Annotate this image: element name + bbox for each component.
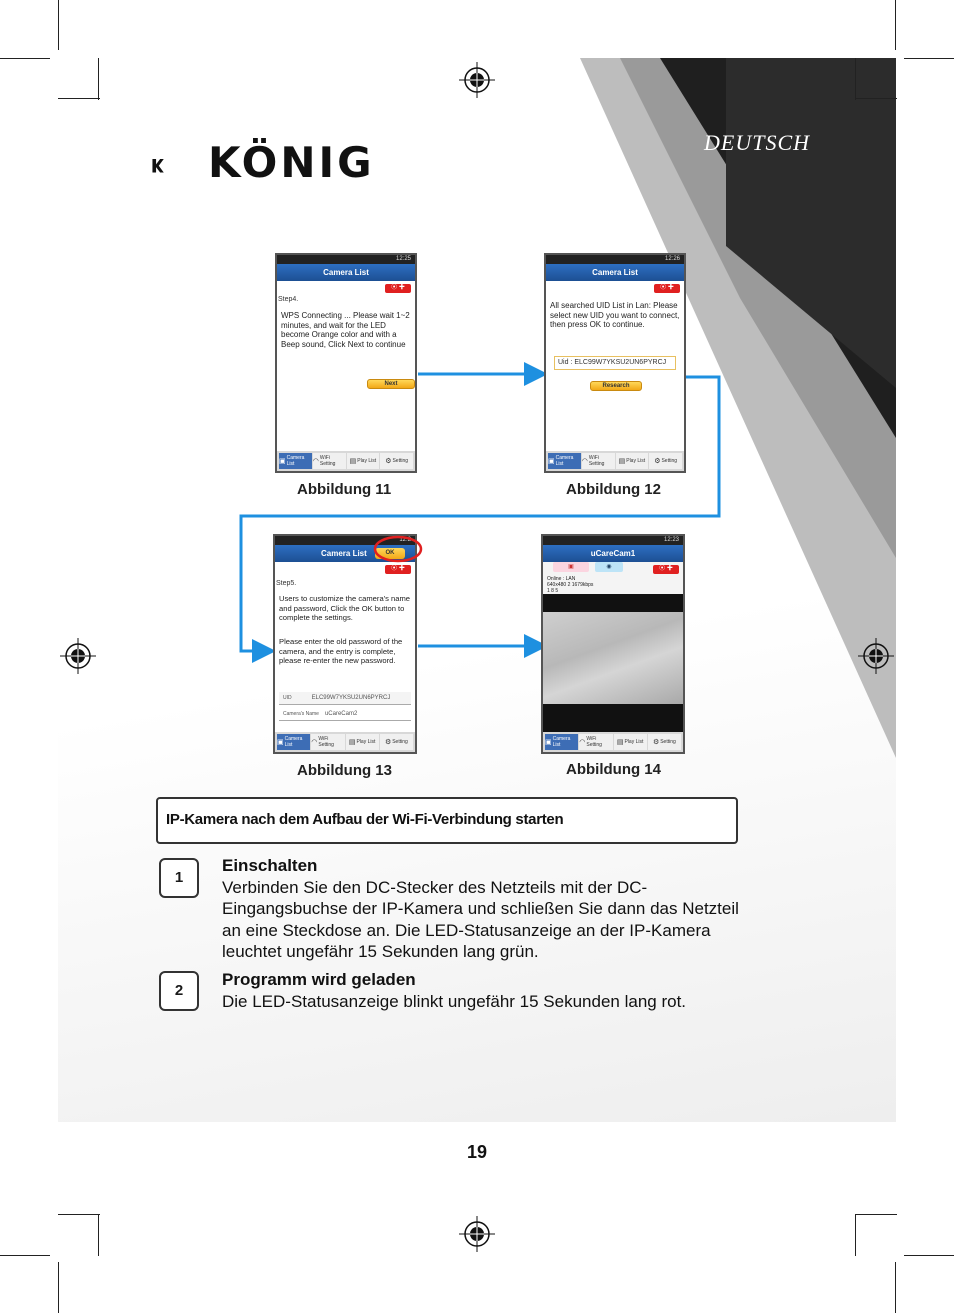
section-header-box: [156, 797, 738, 844]
section-title: IP-Kamera nach dem Aufbau der Wi-Fi-Verbindung starten: [166, 811, 564, 828]
registration-mark-icon: [459, 1216, 495, 1252]
tab-bar: [275, 732, 415, 752]
stream-info: Online : LAN: [547, 576, 576, 582]
step-body: Verbinden Sie den DC-Stecker des Netzteils mit der DC-Eingangsbuchse der IP-Kamera und schließen Sie dann das Netzteil an eine Steckdose an. Die LED-Statusanzeige an der IP-Kamera leuchtet ungefähr 15 Sekunden lang grün.: [222, 878, 739, 961]
ok-button[interactable]: OK: [375, 548, 405, 559]
tab-bar: [543, 732, 683, 752]
step-heading: Programm wird geladen: [222, 970, 416, 989]
tab-play-list[interactable]: ▤ Play List: [346, 734, 379, 750]
instruction-text: All searched UID List in Lan: Please select new UID you want to connect, then press OK to continue.: [550, 301, 680, 329]
figure-caption: Abbildung 12: [566, 481, 661, 498]
crop-mark: [895, 1262, 896, 1313]
tab-wifi-setting[interactable]: ◠ WiFi Setting: [313, 453, 346, 469]
uid-list-item[interactable]: Uid : ELC99W7YKSU2UN6PYRCJ: [554, 356, 676, 370]
wifi-icon: ◠: [311, 739, 318, 746]
gear-icon: ⚙: [652, 739, 660, 746]
konig-logo-icon: [152, 135, 204, 197]
camera-icon: ▣: [277, 739, 284, 746]
uid-field: UID ELC99W7YKSU2UN6PYRCJ: [279, 692, 411, 705]
tab-setting[interactable]: ⚙ Setting: [649, 453, 682, 469]
status-bar: 12:2: [275, 536, 415, 545]
gear-icon: ⚙: [385, 458, 392, 465]
crop-mark: [58, 0, 59, 50]
crop-mark: [855, 98, 897, 99]
crop-mark: [0, 1255, 50, 1256]
camera-icon: ▣: [545, 739, 552, 746]
tab-bar: [546, 451, 684, 471]
phone-screenshot-12: [544, 253, 686, 473]
screen-content: [275, 562, 415, 732]
screen-title: Camera List OK: [275, 545, 415, 562]
stream-info: 640x480 2 1679kbps: [547, 582, 594, 588]
phone-screenshot-11: [275, 253, 417, 473]
camera-live-view[interactable]: [543, 594, 683, 732]
figure-caption: Abbildung 13: [297, 762, 392, 779]
language-label: DEUTSCH: [704, 130, 811, 155]
tab-camera-list[interactable]: ▣ Camera List: [277, 734, 310, 750]
camera-add-icon[interactable]: ⦿ ✚: [385, 284, 411, 293]
tab-bar: [277, 451, 415, 471]
camera-name-field[interactable]: Camera's Name uCareCam2: [279, 708, 411, 721]
tab-wifi-setting[interactable]: ◠ WiFi Setting: [582, 453, 615, 469]
crop-mark: [895, 0, 896, 50]
crop-mark: [0, 58, 50, 59]
brand-name: KÖNIG: [208, 138, 375, 187]
tab-play-list[interactable]: ▤ Play List: [614, 734, 647, 750]
tab-wifi-setting[interactable]: ◠ WiFi Setting: [311, 734, 344, 750]
crop-mark: [904, 58, 954, 59]
crop-mark: [855, 1214, 856, 1256]
status-bar: 12:23: [543, 536, 683, 545]
camera-add-icon[interactable]: ⦿ ✚: [653, 565, 679, 574]
figure-caption: Abbildung 14: [566, 761, 661, 778]
wifi-icon: ◠: [579, 739, 586, 746]
crop-mark: [904, 1255, 954, 1256]
play-list-icon: ▤: [618, 458, 626, 465]
page-number: 19: [466, 1142, 488, 1162]
tab-setting[interactable]: ⚙ Setting: [648, 734, 681, 750]
play-list-icon: ▤: [349, 458, 357, 465]
tab-play-list[interactable]: ▤ Play List: [347, 453, 380, 469]
camera-add-icon[interactable]: ⦿ ✚: [385, 565, 411, 574]
crop-mark: [58, 1214, 100, 1215]
screen-title: Camera List: [546, 264, 684, 281]
tab-camera-list[interactable]: ▣ Camera List: [545, 734, 578, 750]
registration-mark-icon: [858, 638, 894, 674]
tab-setting[interactable]: ⚙ Setting: [380, 734, 413, 750]
crop-mark: [98, 1214, 99, 1256]
crop-mark: [855, 1214, 897, 1215]
next-button[interactable]: Next: [367, 379, 415, 389]
snapshot-icon[interactable]: ▣: [553, 562, 589, 572]
crop-mark: [98, 58, 99, 100]
play-list-icon: ▤: [616, 739, 624, 746]
screen-content: [277, 281, 415, 451]
screen-title: uCareCam1: [543, 545, 683, 562]
screen-title: Camera List: [277, 264, 415, 281]
registration-mark-icon: [459, 62, 495, 98]
step-label: Step5.: [276, 580, 297, 587]
step-number-badge: 2: [159, 971, 199, 1011]
status-bar: 12:26: [546, 255, 684, 264]
camera-icon: ▣: [279, 458, 286, 465]
camera-icon: ▣: [548, 458, 555, 465]
wifi-icon: ◠: [312, 458, 319, 465]
phone-screenshot-14: [541, 534, 685, 754]
stream-info: 1 8 5: [547, 588, 559, 594]
figure-caption: Abbildung 11: [297, 481, 392, 498]
step-label: Step4.: [278, 296, 299, 303]
status-bar: 12:25: [277, 255, 415, 264]
wifi-icon: ◠: [581, 458, 588, 465]
crop-mark: [855, 58, 856, 100]
camera-add-icon[interactable]: ⦿ ✚: [654, 284, 680, 293]
registration-mark-icon: [60, 638, 96, 674]
step-body: Die LED-Statusanzeige blinkt ungefähr 15 Sekunden lang rot.: [222, 992, 687, 1011]
research-button[interactable]: Research: [590, 381, 642, 391]
audio-icon[interactable]: ◉: [595, 562, 623, 572]
gear-icon: ⚙: [384, 739, 392, 746]
ok-highlight-circle: [372, 534, 424, 564]
instruction-text: Users to customize the camera's name and password, Click the OK button to complete the settings.: [279, 594, 411, 622]
phone-screenshot-13: [273, 534, 417, 754]
instruction-text: WPS Connecting ... Please wait 1~2 minutes, and wait for the LED become Orange color and with a Beep sound, Click Next to continue: [281, 311, 410, 349]
tab-setting[interactable]: ⚙ Setting: [380, 453, 413, 469]
instruction-text: Please enter the old password of the camera, and the entry is complete, please re-enter the new password.: [279, 637, 403, 665]
step-heading: Einschalten: [222, 856, 318, 875]
step-number-badge: 1: [159, 858, 199, 898]
screen-content: [546, 281, 684, 451]
crop-mark: [58, 98, 100, 99]
camera-image: [543, 612, 683, 704]
play-list-icon: ▤: [348, 739, 356, 746]
tab-wifi-setting[interactable]: ◠ WiFi Setting: [579, 734, 612, 750]
tab-play-list[interactable]: ▤ Play List: [616, 453, 649, 469]
tab-camera-list[interactable]: ▣ Camera List: [279, 453, 312, 469]
gear-icon: ⚙: [654, 458, 661, 465]
tab-camera-list[interactable]: ▣ Camera List: [548, 453, 581, 469]
crop-mark: [58, 1262, 59, 1313]
